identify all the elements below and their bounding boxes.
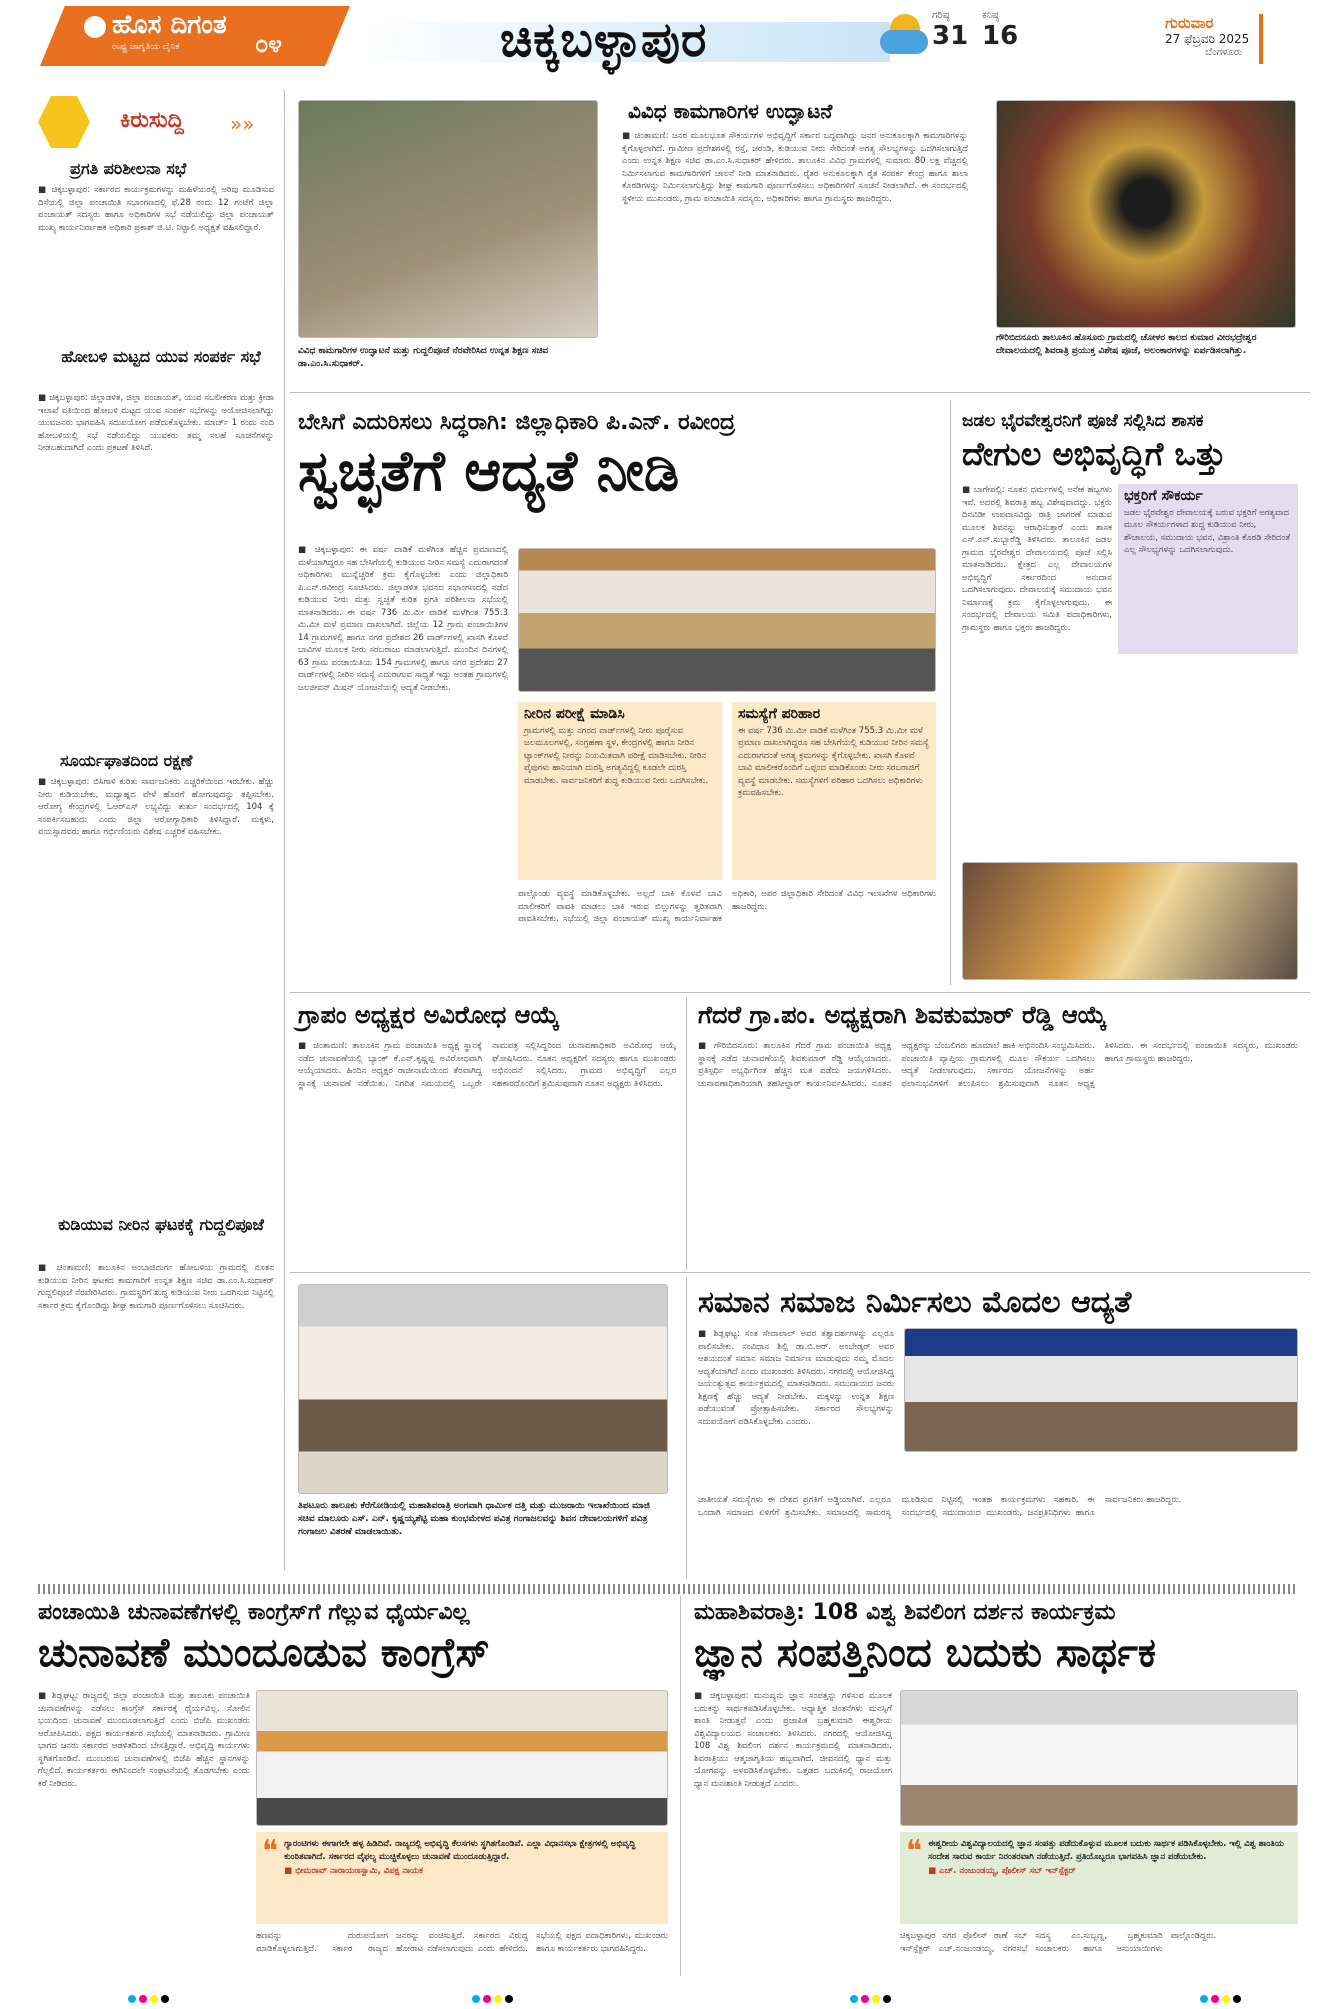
bottom-right-quote-by: ■ ಎಚ್. ನಂಜುಂಡಯ್ಯ, ಪೊಲೀಸ್ ಸಬ್ ಇನ್‌ಸ್ಪೆಕ್ಟರ್ [928, 1866, 1076, 1876]
story1-body: ■ ಚಿಂತಾಮಣಿ: ಜನರ ಮೂಲಭೂತ ಸೌಕರ್ಯಗಳ ಅಭಿವೃದ್ಧಿಗೆ ಸರ್ಕಾರ ಬದ್ಧವಾಗಿದ್ದು ಜನರ ಅನುಕೂಲಕ್ಕಾಗಿ ಕಾಮಗಾರಿಗಳನ್ನು ಕೈಗೊಳ್ಳಲಾಗಿದೆ. ಗ್ರಾಮೀಣ ಪ್ರದೇಶಗಳಲ್ಲಿ ರಸ್ತೆ, ಚರಂಡಿ, ಕುಡಿಯುವ ನೀರು ಸೇರಿದಂತೆ ಅಗತ್ಯ ಸೌಲಭ್ಯಗಳನ್ನು ಒದಗಿಸಲಾಗುತ್ತಿದೆ ಎಂದು ಉನ್ನತ ಶಿಕ್ಷಣ ಸಚಿವ ಡಾ.ಎಂ.ಸಿ.ಸುಧಾಕರ್ ಹೇಳಿದರು. ತಾಲೂಕಿನ ವಿವಿಧ ಗ್ರಾಮಗಳಲ್ಲಿ ಸುಮಾರು 80 ಲಕ್ಷ ವೆಚ್ಚದಲ್ಲಿ ನಿರ್ಮಿಸಲಾಗುವ ಕಾಮಗಾರಿಗಳಿಗೆ ಚಾಲನೆ ನೀಡಿ ಮಾತನಾಡಿದರು. ರೈತರ ಅನುಕೂಲಕ್ಕಾಗಿ ರೈತ ಸಂಪರ್ಕ ಕೇಂದ್ರ ಹಾಗೂ ಶಾಲಾ ಕೊಠಡಿಗಳನ್ನು ನಿರ್ಮಿಸಲಾಗುತ್ತಿದ್ದು ಶೀಘ್ರ ಕಾಮಗಾರಿ ಪೂರ್ಣಗೊಳಿಸಲು ಅಧಿಕಾರಿಗಳಿಗೆ ಸೂಚನೆ ನೀಡಲಾಗಿದೆ. ಈ ಸಂದರ್ಭದಲ್ಲಿ ಸ್ಥಳೀಯ ಮುಖಂಡರು, ಗ್ರಾಮ ಪಂಚಾಯಿತಿ ಸದಸ್ಯರು, ಅಧಿಕಾರಿಗಳು ಹಾಗೂ ಗ್ರಾಮಸ್ಥರು ಹಾಜರಿದ್ದರು. [622, 131, 968, 204]
registration-marks [850, 1995, 891, 2003]
brahmakumari-photo [900, 1690, 1298, 1826]
right-body: ■ ಬಾಗೇಪಲ್ಲಿ: ನೂತನ ಧರ್ಮಗಳಲ್ಲಿ ಅನೇಕ ಹಬ್ಬಗಳು ಇವೆ. ಅದರಲ್ಲಿ ಶಿವರಾತ್ರಿ ಹಬ್ಬ ವಿಶೇಷವಾದದ್ದು. ಭಕ್ತರು ದಿನವಿಡೀ ಉಪವಾಸವಿದ್ದು ರಾತ್ರಿ ಜಾಗರಣೆ ಮಾಡುವ ಮೂಲಕ ಶಿವನನ್ನು ಆರಾಧಿಸುತ್ತಾರೆ ಎಂದು ಶಾಸಕ ಎಸ್.ಎನ್.ಸುಬ್ಬಾರೆಡ್ಡಿ ತಿಳಿಸಿದರು. ತಾಲೂಕಿನ ಜಡಲ ಗ್ರಾಮದ ಭೈರವೇಶ್ವರ ದೇವಾಲಯದಲ್ಲಿ ಪೂಜೆ ಸಲ್ಲಿಸಿ ಮಾತನಾಡಿದರು. ಕ್ಷೇತ್ರದ ಎಲ್ಲ ದೇವಾಲಯಗಳ ಅಭಿವೃದ್ಧಿಗೆ ಸರ್ಕಾರದಿಂದ ಅನುದಾನ ಒದಗಿಸಲಾಗುವುದು. ದೇವಾಲಯಕ್ಕೆ ಸಮುದಾಯ ಭವನ ನಿರ್ಮಾಣಕ್ಕೆ ಕ್ರಮ ಕೈಗೊಳ್ಳಲಾಗುವುದು. ಈ ಸಂದರ್ಭದಲ್ಲಿ ದೇವಾಲಯ ಸಮಿತಿ ಪದಾಧಿಕಾರಿಗಳು, ಗ್ರಾಮಸ್ಥರು ಹಾಗೂ ಭಕ್ತರು ಹಾಜರಿದ್ದರು. [962, 485, 1112, 633]
kiru-suddi-icon [38, 96, 90, 148]
kiru-body-2: ■ ಚಿಕ್ಕಬಳ್ಳಾಪುರ: ಜಿಲ್ಲಾಡಳಿತ, ಜಿಲ್ಲಾ ಪಂಚಾಯತ್, ಯುವ ಸಬಲೀಕರಣ ಮತ್ತು ಕ್ರೀಡಾ ಇಲಾಖೆ ವತಿಯಿಂದ ಹೋಬಳಿ ಮಟ್ಟದ ಯುವ ಸಂಪರ್ಕ ಸಭೆಗಳನ್ನು ಆಯೋಜಿಸಲಾಗಿದ್ದು ಯುವಜನರು ಭಾಗವಹಿಸಿ ಸದುಪಯೋಗ ಪಡೆದುಕೊಳ್ಳಬೇಕು. ಮಾರ್ಚ್ 1 ರಂದು ನಂದಿ ಹೋಬಳಿಯಲ್ಲಿ ಸಭೆ ನಡೆಯಲಿದ್ದು ಯುವಕರು ತಮ್ಮ ಸಲಹೆ ಸೂಚನೆಗಳನ್ನು ನೀಡಬಹುದಾಗಿದೆ ಎಂದು ಪ್ರಕಟಣೆ ತಿಳಿಸಿದೆ. [38, 393, 274, 453]
kiru-suddi-label: ಕಿರುಸುದ್ದಿ [120, 108, 184, 133]
water-test-box [518, 702, 722, 880]
equal-body: ■ ಶಿಡ್ಲಘಟ್ಟ: ಸಂತ ಸೇವಾಲಾಲ್ ಅವರ ತತ್ವಾದರ್ಶಗಳನ್ನು ಎಲ್ಲರೂ ಪಾಲಿಸಬೇಕು. ಸಂವಿಧಾನ ಶಿಲ್ಪಿ ಡಾ.ಬಿ.ಆರ್. ಅಂಬೇಡ್ಕರ್ ಅವರ ಆಶಯದಂತೆ ಸಮಾನ ಸಮಾಜ ನಿರ್ಮಾಣ ಮಾಡುವುದು ನಮ್ಮ ಮೊದಲ ಆದ್ಯತೆಯಾಗಿದೆ ಎಂದು ಮುಖಂಡರು ತಿಳಿಸಿದರು. ನಗರದಲ್ಲಿ ಆಯೋಜಿಸಿದ್ದ ಜಯಂತ್ಯುತ್ಸವ ಕಾರ್ಯಕ್ರಮದಲ್ಲಿ ಮಾತನಾಡಿದರು. ಸಮುದಾಯದ ಜನರು ಶಿಕ್ಷಣಕ್ಕೆ ಹೆಚ್ಚು ಆದ್ಯತೆ ನೀಡಬೇಕು. ಮಕ್ಕಳನ್ನು ಉನ್ನತ ಶಿಕ್ಷಣ ಪಡೆಯುವಂತೆ ಪ್ರೋತ್ಸಾಹಿಸಬೇಕು. ಸರ್ಕಾರದ ಸೌಲಭ್ಯಗಳನ್ನು ಸದುಪಯೋಗ ಪಡಿಸಿಕೊಳ್ಳಬೇಕು ಎಂದರು. [698, 1329, 894, 1427]
bottom-right-quote-box [900, 1832, 1298, 1924]
shivaratri-caption: ತಿಪಟೂರು ತಾಲೂಕು ಕೆರೆಗೋಡಿಯಲ್ಲಿ ಮಹಾಶಿವರಾತ್ರಿ ಅಂಗವಾಗಿ ಧಾರ್ಮಿಕ ದತ್ತಿ ಮತ್ತು ಮುಜರಾಯಿ ಇಲಾಖೆಯಿಂದ ಮಾಜಿ ಸಚಿವ ಮಾಲೂರು ಎಸ್. ಎನ್. ಕೃಷ್ಣಯ್ಯಶೆಟ್ಟಿ ಮಹಾ ಕುಂಭಮೇಳದ ಪವಿತ್ರ ಗಂಗಾಜಲವನ್ನು ಶಿವನ ದೇವಾಲಯಗಳಿಗೆ ಪವಿತ್ರ ಗಂಗಾಜಲ ವಿತರಣೆ ಮಾಡಲಾಯಿತು. [298, 1501, 650, 1537]
date-block: ಗುರುವಾರ 27 ಫೆಬ್ರವರಿ 2025 ಬೆಂಗಳೂರು [1165, 14, 1263, 64]
chevron-right-icon: »» [230, 112, 255, 136]
divider [38, 1584, 1298, 1594]
bjp-meeting-photo [256, 1690, 668, 1826]
registration-marks [128, 1995, 169, 2003]
divider [680, 1596, 681, 1976]
bottom-right-quote: ಈಶ್ವರೀಯ ವಿಶ್ವವಿದ್ಯಾಲಯದಲ್ಲಿ ಜ್ಞಾನ ಸಂಪತ್ತು ಪಡೆದುಕೊಳ್ಳುವ ಮೂಲಕ ಬದುಕು ಸಾರ್ಥಕ ಪಡಿಸಿಕೊಳ್ಳಬೇಕು. ಇಲ್ಲಿ ವಿಶ್ವ ಶಾಂತಿಯ ಸಂದೇಶ ಸಾರುವ ಕಾರ್ಯ ನಿರಂತರವಾಗಿ ನಡೆಯುತ್ತಿದೆ. ಪ್ರತಿಯೊಬ್ಬರೂ ಭಾಗವಹಿಸಿ ಜ್ಞಾನ ಪಡೆಯಬೇಕು. [928, 1839, 1284, 1862]
registration-marks [1200, 1995, 1241, 2003]
registration-marks [472, 1995, 513, 2003]
main-body: ■ ಚಿಕ್ಕಬಳ್ಳಾಪುರ: ಈ ವರ್ಷ ವಾಡಿಕೆ ಮಳೆಗಿಂತ ಹೆಚ್ಚಿನ ಪ್ರಮಾಣದಲ್ಲಿ ಮಳೆಯಾಗಿದ್ದರೂ ಸಹ ಬೇಸಿಗೆಯಲ್ಲಿ ಕುಡಿಯುವ ನೀರಿನ ಸಮಸ್ಯೆ ಎದುರಾಗದಂತೆ ಅಧಿಕಾರಿಗಳು ಮುನ್ನೆಚ್ಚರಿಕೆ ಕ್ರಮ ಕೈಗೊಳ್ಳಬೇಕು ಎಂದು ಜಿಲ್ಲಾಧಿಕಾರಿ ಪಿ.ಎನ್.ರವೀಂದ್ರ ಸೂಚಿಸಿದರು. ಜಿಲ್ಲಾಡಳಿತ ಭವನದ ಸಭಾಂಗಣದಲ್ಲಿ ನಡೆದ ಕುಡಿಯುವ ನೀರು ಮತ್ತು ಸ್ವಚ್ಛತೆ ಕುರಿತ ಪ್ರಗತಿ ಪರಿಶೀಲನಾ ಸಭೆಯಲ್ಲಿ ಮಾತನಾಡಿದರು. ಈ ವರ್ಷ 736 ಮಿ.ಮೀ ವಾಡಿಕೆ ಮಳೆಗಿಂತ 755.3 ಮಿ.ಮೀ ಮಳೆ ಪ್ರಮಾಣ ದಾಖಲಾಗಿದೆ. ಜಿಲ್ಲೆಯ 12 ಗ್ರಾಮ ಪಂಚಾಯಿತಿಗಳ 14 ಗ್ರಾಮಗಳಲ್ಲಿ ಹಾಗೂ ನಗರ ಪ್ರದೇಶದ 26 ವಾರ್ಡ್‌ಗಳಲ್ಲಿ ಖಾಸಗಿ ಕೊಳವೆ ಬಾವಿಗಳ ಮೂಲಕ ನೀರು ಸರಬರಾಜು ಮಾಡಲಾಗುತ್ತಿದೆ. ಮುಂದಿನ ದಿನಗಳಲ್ಲಿ 63 ಗ್ರಾಮ ಪಂಚಾಯಿತಿಯ 154 ಗ್ರಾಮಗಳಲ್ಲಿ ಹಾಗೂ ನಗರ ಪ್ರದೇಶದ 27 ವಾರ್ಡ್‌ಗಳಲ್ಲಿ ನೀರಿನ ಸಮಸ್ಯೆ ಎದುರಾಗುವ ಸಾಧ್ಯತೆ ಇದ್ದು ಅಂತಹ ಗ್ರಾಮಗಳಲ್ಲಿ ಜಲಜೀವನ್ ಮಿಷನ್ ಯೋಜನೆಯಲ್ಲಿ ಆದ್ಯತೆ ನೀಡಬೇಕು. [298, 545, 508, 693]
quote-icon: ❝ [262, 1834, 279, 1869]
solution-title: ಸಮಸ್ಯೆಗೆ ಪರಿಹಾರ [738, 706, 821, 722]
kiru-body-4: ■ ಚಿಂತಾಮಣಿ: ತಾಲೂಕಿನ ಅಂಬಾಜಿದುರ್ಗ ಹೋಬಳಿಯ ಗ್ರಾಮದಲ್ಲಿ ನೂತನ ಕುಡಿಯುವ ನೀರಿನ ಘಟಕದ ಕಾಮಗಾರಿಗೆ ಉನ್ನತ ಶಿಕ್ಷಣ ಸಚಿವ ಡಾ.ಎಂ.ಸಿ.ಸುಧಾಕರ್ ಗುದ್ದಲಿಪೂಜೆ ನೆರವೇರಿಸಿದರು. ಗ್ರಾಮಸ್ಥರಿಗೆ ಶುದ್ಧ ಕುಡಿಯುವ ನೀರು ಒದಗಿಸುವ ನಿಟ್ಟಿನಲ್ಲಿ ಸರ್ಕಾರ ಕ್ರಮ ಕೈಗೊಂಡಿದ್ದು ಶೀಘ್ರ ಕಾಮಗಾರಿ ಪೂರ್ಣಗೊಳಿಸಲು ಸೂಚಿಸಿದರು. [38, 1263, 274, 1311]
inauguration-photo [298, 100, 598, 338]
bottom-left-quote-box [256, 1832, 668, 1924]
equal-tail: ಜಾತೀಯತೆ ಸಮಸ್ಯೆಗಳು ಈ ದೇಶದ ಪ್ರಗತಿಗೆ ಅಡ್ಡಿಯಾಗಿವೆ. ಎಲ್ಲರೂ ಒಂದಾಗಿ ಸಮಾಜದ ಏಳಿಗೆಗೆ ಶ್ರಮಿಸಬೇಕು. ಸಮಾಜದಲ್ಲಿ ಸಾಮರಸ್ಯ ಮೂಡಿಸುವ ನಿಟ್ಟಿನಲ್ಲಿ ಇಂತಹ ಕಾರ್ಯಕ್ರಮಗಳು ಸಹಕಾರಿ. ಈ ಸಂದರ್ಭದಲ್ಲಿ ಸಮುದಾಯದ ಮುಖಂಡರು, ಜನಪ್ರತಿನಿಧಿಗಳು ಹಾಗೂ ಸಾರ್ವಜನಿಕರು ಹಾಜರಿದ್ದರು. [698, 1495, 1182, 1518]
equal-title: ಸಮಾನ ಸಮಾಜ ನಿರ್ಮಿಸಲು ಮೊದಲ ಆದ್ಯತೆ [698, 1285, 1132, 1320]
row3-right-title: ಗೆದರೆ ಗ್ರಾ.ಪಂ. ಅಧ್ಯಕ್ಷರಾಗಿ ಶಿವಕುಮಾರ್ ರೆಡ್ಡಿ ಆಯ್ಕೆ [698, 1001, 1107, 1029]
temp-min: ಕನಿಷ್ಠ 16 [982, 10, 1019, 51]
meeting-photo [518, 548, 936, 692]
divider [686, 1278, 687, 1578]
equal-photo [904, 1328, 1298, 1452]
main-tail: ಪಾಲ್ಗೊಂಡು ವ್ಯವಸ್ಥೆ ಮಾಡಿಕೊಳ್ಳಬೇಕು. ಅಲ್ಲದೆ ಬಾಕಿ ಕೊಳವೆ ಬಾವಿ ಮಾಲೀಕರಿಗೆ ಪಾವತಿ ಮಾಡಲು ಬಾಕಿ ಇರುವ ಬಿಲ್ಲುಗಳನ್ನು ತ್ವರಿತವಾಗಿ ಪಾವತಿಸಬೇಕು. ಸಭೆಯಲ್ಲಿ ಜಿಲ್ಲಾ ಪಂಚಾಯತ್ ಮುಖ್ಯ ಕಾರ್ಯನಿರ್ವಾಹಕ ಅಧಿಕಾರಿ, ಅಪರ ಜಿಲ್ಲಾಧಿಕಾರಿ ಸೇರಿದಂತೆ ವಿವಿಧ ಇಲಾಖೆಗಳ ಅಧಿಕಾರಿಗಳು ಹಾಜರಿದ್ದರು. [518, 889, 936, 924]
kiru-title-2: ಹೋಬಳಿ ಮಟ್ಟದ ಯುವ ಸಂಪರ್ಕ ಸಭೆ [61, 347, 261, 366]
shivaratri-photo [298, 1284, 668, 1494]
brand-name: ಹೊಸ ದಿಗಂತ [112, 10, 227, 40]
temple-caption: ಗೌರಿಬಿದನೂರು ತಾಲೂಕಿನ ಹೊಸೂರು ಗ್ರಾಮದಲ್ಲಿ ಚೋಳರ ಕಾಲದ ಕುಮಾರ ವೀರಭದ್ರೇಶ್ವರ ದೇವಾಲಯದಲ್ಲಿ ಶಿವರಾತ್ರಿ ಪ್ರಯುಕ್ತ ವಿಶೇಷ ಪೂಜೆ, ಅಲಂಕಾರಗಳನ್ನು ಏರ್ಪಡಿಸಲಾಗಿತ್ತು. [996, 333, 1257, 356]
divider [284, 90, 285, 1570]
bottom-right-kicker: ಮಹಾಶಿವರಾತ್ರಿ: 108 ವಿಶ್ವ ಶಿವಲಿಂಗ ದರ್ಶನ ಕಾರ್ಯಕ್ರಮ [694, 1600, 1116, 1625]
brand-logo-icon [84, 16, 106, 38]
bottom-left-title: ಚುನಾವಣೆ ಮುಂದೂಡುವ ಕಾಂಗ್ರೆಸ್ [38, 1630, 490, 1676]
bottom-left-kicker: ಪಂಚಾಯಿತಿ ಚುನಾವಣೆಗಳಲ್ಲಿ ಕಾಂಗ್ರೆಸ್‌ಗೆ ಗೆಲ್ಲುವ ಧೈರ್ಯವಿಲ್ಲ [38, 1600, 470, 1625]
water-test-title: ನೀರಿನ ಪರೀಕ್ಷೆ ಮಾಡಿಸಿ [524, 706, 625, 722]
water-test-body: ಗ್ರಾಮಗಳಲ್ಲಿ ಮತ್ತು ನಗರದ ವಾರ್ಡ್‌ಗಳಲ್ಲಿ ನೀರು ಪೂರೈಸುವ ಜಲಮೂಲಗಳಲ್ಲಿ, ಸಂಗ್ರಹಣಾ ಸ್ಥಳ, ಕೇಂದ್ರಗಳಲ್ಲಿ ಹಾಗೂ ನೀರಿನ ಟ್ಯಾಂಕ್‌ಗಳಲ್ಲಿ ನೀರನ್ನು ನಿಯಮಿತವಾಗಿ ಪರೀಕ್ಷೆ ಮಾಡಿಸಬೇಕು. ನೀರಿನ ಪೈಪುಗಳು ಹಾನಿಯಾಗಿ ದುರಸ್ತಿ ಅಗತ್ಯವಿದ್ದಲ್ಲಿ ಕೂಡಲೇ ದುರಸ್ತಿ ಮಾಡಬೇಕು. ಸಾರ್ವಜನಿಕರಿಗೆ ಶುದ್ಧ ಕುಡಿಯುವ ನೀರು ಒದಗಿಸಬೇಕು. [524, 725, 709, 786]
row3-right-body: ■ ಗೌರಿಬಿದನೂರು: ತಾಲೂಕಿನ ಗೆದರೆ ಗ್ರಾಮ ಪಂಚಾಯಿತಿ ಅಧ್ಯಕ್ಷ ಸ್ಥಾನಕ್ಕೆ ನಡೆದ ಚುನಾವಣೆಯಲ್ಲಿ ಶಿವಕುಮಾರ್ ರೆಡ್ಡಿ ಆಯ್ಕೆಯಾದರು. ಪ್ರತಿಸ್ಪರ್ಧಿ ಅಭ್ಯರ್ಥಿಗಿಂತ ಹೆಚ್ಚಿನ ಮತ ಪಡೆದು ಜಯಗಳಿಸಿದರು. ಚುನಾವಣಾಧಿಕಾರಿಯಾಗಿ ತಹಸೀಲ್ದಾರ್ ಕಾರ್ಯನಿರ್ವಹಿಸಿದರು. ನೂತನ ಅಧ್ಯಕ್ಷರನ್ನು ಬೆಂಬಲಿಗರು ಹೂಮಾಲೆ ಹಾಕಿ ಅಭಿನಂದಿಸಿ ಸಂಭ್ರಮಿಸಿದರು. ಪಂಚಾಯಿತಿ ವ್ಯಾಪ್ತಿಯ ಗ್ರಾಮಗಳಲ್ಲಿ ಮೂಲ ಸೌಕರ್ಯ ಒದಗಿಸಲು ಆದ್ಯತೆ ನೀಡಲಾಗುವುದು. ಸರ್ಕಾರದ ಯೋಜನೆಗಳನ್ನು ಅರ್ಹ ಫಲಾನುಭವಿಗಳಿಗೆ ತಲುಪಿಸಲು ಶ್ರಮಿಸುವುದಾಗಿ ನೂತನ ಅಧ್ಯಕ್ಷ ತಿಳಿಸಿದರು. ಈ ಸಂದರ್ಭದಲ್ಲಿ ಪಂಚಾಯಿತಿ ಸದಸ್ಯರು, ಮುಖಂಡರು ಹಾಗೂ ಗ್ರಾಮಸ್ಥರು ಹಾಜರಿದ್ದರು. [698, 1041, 1298, 1089]
row3-left-body: ■ ಚಿಂತಾಮಣಿ: ತಾಲೂಕಿನ ಗ್ರಾಮ ಪಂಚಾಯಿತಿ ಅಧ್ಯಕ್ಷ ಸ್ಥಾನಕ್ಕೆ ನಡೆದ ಚುನಾವಣೆಯಲ್ಲಿ ಬ್ಯಾಂಕ್ ಕೆ.ಎನ್.ಕೃಷ್ಣಪ್ಪ ಅವಿರೋಧವಾಗಿ ಆಯ್ಕೆಯಾದರು. ಹಿಂದಿನ ಅಧ್ಯಕ್ಷರ ರಾಜೀನಾಮೆಯಿಂದ ತೆರವಾಗಿದ್ದ ಸ್ಥಾನಕ್ಕೆ ಚುನಾವಣೆ ನಡೆಯಿತು. ನಿಗದಿತ ಸಮಯದಲ್ಲಿ ಒಬ್ಬರೇ ನಾಮಪತ್ರ ಸಲ್ಲಿಸಿದ್ದರಿಂದ ಚುನಾವಣಾಧಿಕಾರಿ ಅವಿರೋಧ ಆಯ್ಕೆ ಘೋಷಿಸಿದರು. ನೂತನ ಅಧ್ಯಕ್ಷರಿಗೆ ಸದಸ್ಯರು ಹಾಗೂ ಮುಖಂಡರು ಅಭಿನಂದನೆ ಸಲ್ಲಿಸಿದರು. ಗ್ರಾಮದ ಅಭಿವೃದ್ಧಿಗೆ ಎಲ್ಲರ ಸಹಕಾರದೊಂದಿಗೆ ಶ್ರಮಿಸುವುದಾಗಿ ನೂತನ ಅಧ್ಯಕ್ಷರು ತಿಳಿಸಿದರು. [298, 1041, 676, 1089]
story1-title: ವಿವಿಧ ಕಾಮಗಾರಿಗಳ ಉದ್ಘಾಟನೆ [628, 99, 833, 123]
divider [290, 1272, 1310, 1273]
bottom-left-tail: ಹಣವನ್ನು ದುರುಪಯೋಗ ಮಾಡಿಕೊಳ್ಳಲಾಗುತ್ತಿದೆ. ಸರ್ಕಾರ ರಾಜ್ಯದ ಜನರನ್ನು ವಂಚಿಸುತ್ತಿದೆ. ಸರ್ಕಾರದ ವಿರುದ್ಧ ಹೋರಾಟ ನಡೆಸಲಾಗುವುದು ಎಂದು ಹೇಳಿದರು. ಸಭೆಯಲ್ಲಿ ಪಕ್ಷದ ಪದಾಧಿಕಾರಿಗಳು, ಮುಖಂಡರು ಹಾಗೂ ಕಾರ್ಯಕರ್ತರು ಭಾಗವಹಿಸಿದ್ದರು. [256, 1931, 668, 1954]
mla-photo [962, 862, 1298, 980]
main-kicker: ಬೇಸಿಗೆ ಎದುರಿಸಲು ಸಿದ್ಧರಾಗಿ: ಜಿಲ್ಲಾಧಿಕಾರಿ ಪಿ.ಎನ್. ರವೀಂದ್ರ [298, 410, 736, 435]
temp-max: ಗರಿಷ್ಠ 31 [932, 10, 969, 51]
divider [950, 400, 951, 985]
kiru-title-4: ಕುಡಿಯುವ ನೀರಿನ ಘಟಕಕ್ಕೆ ಗುದ್ದಲಿಪೂಜೆ [58, 1215, 264, 1234]
solution-body: ಈ ವರ್ಷ 736 ಮಿ.ಮೀ ವಾಡಿಕೆ ಮಳೆಗಿಂತ 755.3 ಮಿ.ಮೀ ಮಳೆ ಪ್ರಮಾಣ ದಾಖಲಾಗಿದ್ದರೂ ಸಹ ಬೇಸಿಗೆಯಲ್ಲಿ ಕುಡಿಯುವ ನೀರಿನ ಸಮಸ್ಯೆ ಎದುರಾಗದಂತೆ ಅಗತ್ಯ ಕ್ರಮಗಳನ್ನು ಕೈಗೊಳ್ಳಬೇಕು. ಖಾಸಗಿ ಕೊಳವೆ ಬಾವಿ ಮಾಲೀಕರೊಂದಿಗೆ ಒಪ್ಪಂದ ಮಾಡಿಕೊಂಡು ನೀರು ಸರಬರಾಜಿಗೆ ವ್ಯವಸ್ಥೆ ಮಾಡಬೇಕು. ಸಮಸ್ಯೆಗಳಿಗೆ ಪರಿಹಾರ ಒದಗಿಸಲು ಅಧಿಕಾರಿಗಳು ಕ್ರಮವಹಿಸಬೇಕು. [738, 725, 930, 798]
brand-tagline: ರಾಷ್ಟ್ರ ಜಾಗೃತಿಯ ದೈನಿಕ [112, 42, 180, 52]
bottom-right-body: ■ ಚಿಕ್ಕಬಳ್ಳಾಪುರ: ಮನುಷ್ಯನು ಜ್ಞಾನ ಸಂಪತ್ತನ್ನು ಗಳಿಸುವ ಮೂಲಕ ಬದುಕನ್ನು ಸಾರ್ಥಕಪಡಿಸಿಕೊಳ್ಳಬೇಕು. ಆಧ್ಯಾತ್ಮಿಕ ಚಿಂತನೆಗಳು ಮನಸ್ಸಿಗೆ ಶಾಂತಿ ನೀಡುತ್ತವೆ ಎಂದು ಪ್ರಜಾಪಿತ ಬ್ರಹ್ಮಕುಮಾರಿ ಈಶ್ವರೀಯ ವಿಶ್ವವಿದ್ಯಾಲಯದ ಸಂಚಾಲಕರು ತಿಳಿಸಿದರು. ನಗರದಲ್ಲಿ ಆಯೋಜಿಸಿದ್ದ 108 ವಿಶ್ವ ಶಿವಲಿಂಗ ದರ್ಶನ ಕಾರ್ಯಕ್ರಮದಲ್ಲಿ ಮಾತನಾಡಿದರು. ಶಿವರಾತ್ರಿಯು ಆತ್ಮಜಾಗೃತಿಯ ಹಬ್ಬವಾಗಿದೆ. ಜೀವನದಲ್ಲಿ ಧ್ಯಾನ ಮತ್ತು ಯೋಗವನ್ನು ಅಳವಡಿಸಿಕೊಳ್ಳಬೇಕು. ಒತ್ತಡದ ಬದುಕಿನಲ್ಲಿ ರಾಜಯೋಗ ಧ್ಯಾನ ಮನಃಶಾಂತಿ ನೀಡುತ್ತದೆ ಎಂದರು. [694, 1691, 892, 1789]
devotee-box [1118, 484, 1298, 654]
row3-left-title: ಗ್ರಾಪಂ ಅಧ್ಯಕ್ಷರ ಅವಿರೋಧ ಆಯ್ಕೆ [298, 1001, 560, 1029]
bottom-right-title: ಜ್ಞಾನ ಸಂಪತ್ತಿನಿಂದ ಬದುಕು ಸಾರ್ಥಕ [694, 1630, 1156, 1676]
masthead [0, 0, 1339, 78]
bottom-left-quote-by: ■ ಭೀಮರಾವ್ ನಾರಾಯಣಸ್ವಾಮಿ, ವಿಪಕ್ಷ ನಾಯಕ [284, 1866, 423, 1876]
bottom-left-body: ■ ಶಿಡ್ಲಘಟ್ಟ: ರಾಜ್ಯದಲ್ಲಿ ಜಿಲ್ಲಾ ಪಂಚಾಯಿತಿ ಮತ್ತು ತಾಲೂಕು ಪಂಚಾಯಿತಿ ಚುನಾವಣೆಗಳನ್ನು ನಡೆಸಲು ಕಾಂಗ್ರೆಸ್ ಸರ್ಕಾರಕ್ಕೆ ಧೈರ್ಯವಿಲ್ಲ. ಸೋಲಿನ ಭಯದಿಂದ ಚುನಾವಣೆ ಮುಂದೂಡಲಾಗುತ್ತಿದೆ ಎಂದು ಬಿಜೆಪಿ ಮುಖಂಡರು ಆರೋಪಿಸಿದರು. ಪಕ್ಷದ ಕಾರ್ಯಕರ್ತರ ಸಭೆಯಲ್ಲಿ ಮಾತನಾಡಿದರು. ಗ್ರಾಮೀಣ ಭಾಗದ ಜನರು ಸರ್ಕಾರದ ಆಡಳಿತದಿಂದ ಬೇಸತ್ತಿದ್ದಾರೆ. ಅಭಿವೃದ್ಧಿ ಕಾರ್ಯಗಳು ಸ್ಥಗಿತಗೊಂಡಿವೆ. ಮುಂಬರುವ ಚುನಾವಣೆಗಳಲ್ಲಿ ಬಿಜೆಪಿ ಹೆಚ್ಚಿನ ಸ್ಥಾನಗಳನ್ನು ಗೆಲ್ಲಲಿದೆ. ಕಾರ್ಯಕರ್ತರು ಈಗಿನಿಂದಲೇ ಸಂಘಟನೆಯಲ್ಲಿ ತೊಡಗಬೇಕು ಎಂದು ಕರೆ ನೀಡಿದರು. [38, 1691, 250, 1789]
cloud-icon [880, 30, 928, 54]
bottom-right-tail: ಚಿಕ್ಕಬಳ್ಳಾಪುರ ನಗರ ಪೊಲೀಸ್ ಠಾಣೆ ಸಬ್ ಇನ್‌ಸ್ಪೆಕ್ಟರ್ ಎಚ್.ನಂಜುಂಡಯ್ಯ, ನಗರಸಭೆ ಸದಸ್ಯ ಎಂ.ಸುಬ್ಬಣ್ಣ, ಬ್ರಹ್ಮಕುಮಾರಿ ಸಂಚಾಲಕರು ಹಾಗೂ ಅನುಯಾಯಿಗಳು ಪಾಲ್ಗೊಂಡಿದ್ದರು. [900, 1931, 1217, 1954]
kiru-title-3: ಸೂರ್ಯಘಾತದಿಂದ ರಕ್ಷಣೆ [60, 751, 193, 770]
kiru-body-1: ■ ಚಿಕ್ಕಬಳ್ಳಾಪುರ: ಸರ್ಕಾರದ ಕಾರ್ಯಕ್ರಮಗಳನ್ನು ಮಹಿಳೆಯರಲ್ಲಿ ಅರಿವು ಮೂಡಿಸುವ ದಿಸೆಯಲ್ಲಿ ಜಿಲ್ಲಾ ಪಂಚಾಯಿತಿ ಸಭಾಂಗಣದಲ್ಲಿ ಫೆ.28 ರಂದು 12 ಗಂಟೆಗೆ ಜಿಲ್ಲಾ ಪಂಚಾಯತ್ ಸದಸ್ಯರು ಹಾಗೂ ಅಧಿಕಾರಿಗಳ ಸಭೆ ನಡೆಯಲಿದ್ದು ಜಿಲ್ಲಾ ಪಂಚಾಯತ್ ಮುಖ್ಯ ಕಾರ್ಯನಿರ್ವಾಹಕ ಅಧಿಕಾರಿ ಪ್ರಕಾಶ್ ಜಿ.ಟಿ. ನಿಟ್ಟಾಲಿ ಅಧ್ಯಕ್ಷತೆ ವಹಿಸಲಿದ್ದಾರೆ. [38, 185, 274, 233]
right-kicker: ಜಡಲ ಭೈರವೇಶ್ವರನಿಗೆ ಪೂಜೆ ಸಲ್ಲಿಸಿದ ಶಾಸಕ [962, 411, 1204, 431]
page-number: ೦೪ [255, 30, 282, 58]
divider [290, 392, 1310, 393]
kiru-title-1: ಪ್ರಗತಿ ಪರಿಶೀಲನಾ ಸಭೆ [70, 159, 187, 178]
quote-icon: ❝ [906, 1834, 923, 1869]
right-title: ದೇಗುಲ ಅಭಿವೃದ್ಧಿಗೆ ಒತ್ತು [962, 435, 1226, 473]
solution-box [732, 702, 936, 880]
divider [686, 998, 687, 1270]
city-title: ಚಿಕ್ಕಬಳ್ಳಾಪುರ [500, 12, 708, 68]
main-title: ಸ್ವಚ್ಛತೆಗೆ ಆದ್ಯತೆ ನೀಡಿ [298, 439, 680, 504]
devotee-title: ಭಕ್ತರಿಗೆ ಸೌಕರ್ಯ [1124, 488, 1203, 504]
devotee-body: ಜಡಲ ಭೈರವೇಶ್ವರ ದೇವಾಲಯಕ್ಕೆ ಬರುವ ಭಕ್ತರಿಗೆ ಅಗತ್ಯವಾದ ಮೂಲ ಸೌಕರ್ಯಗಳಾದ ಶುದ್ಧ ಕುಡಿಯುವ ನೀರು, ಶೌಚಾಲಯ, ಸಮುದಾಯ ಭವನ, ವಿಶ್ರಾಂತಿ ಕೊಠಡಿ ಸೇರಿದಂತೆ ಎಲ್ಲ ಸೌಲಭ್ಯಗಳನ್ನು ಒದಗಿಸಲಾಗುವುದು. [1124, 507, 1291, 555]
temple-photo [996, 100, 1296, 328]
divider [290, 992, 1310, 993]
kiru-body-3: ■ ಚಿಕ್ಕಬಳ್ಳಾಪುರ: ಬಿಸಿಗಾಳಿ ಕುರಿತು ಸಾರ್ವಜನಿಕರು ಎಚ್ಚರಿಕೆಯಿಂದ ಇರಬೇಕು. ಹೆಚ್ಚು ನೀರು ಕುಡಿಯಬೇಕು, ಮಧ್ಯಾಹ್ನದ ವೇಳೆ ಹೊರಗೆ ಹೋಗುವುದನ್ನು ತಪ್ಪಿಸಬೇಕು. ಆರೋಗ್ಯ ಕೇಂದ್ರಗಳಲ್ಲಿ ಓಆರ್‌ಎಸ್ ಲಭ್ಯವಿದ್ದು ತುರ್ತು ಸಂದರ್ಭದಲ್ಲಿ 104 ಕ್ಕೆ ಸಂಪರ್ಕಿಸಬಹುದು ಎಂದು ಜಿಲ್ಲಾ ಆರೋಗ್ಯಾಧಿಕಾರಿ ತಿಳಿಸಿದ್ದಾರೆ. ಮಕ್ಕಳು, ವಯಸ್ಸಾದವರು ಹಾಗೂ ಗರ್ಭಿಣಿಯರು ವಿಶೇಷ ಎಚ್ಚರಿಕೆ ವಹಿಸಬೇಕು. [38, 777, 274, 837]
bottom-left-quote: ಗ್ಯಾರಂಟಿಗಳು ಈಗಾಗಲೇ ಹಳ್ಳ ಹಿಡಿದಿವೆ. ರಾಜ್ಯದಲ್ಲಿ ಅಭಿವೃದ್ಧಿ ಕೆಲಸಗಳು ಸ್ಥಗಿತಗೊಂಡಿವೆ. ಎಲ್ಲಾ ವಿಧಾನಸಭಾ ಕ್ಷೇತ್ರಗಳಲ್ಲಿ ಅಭಿವೃದ್ಧಿ ಕುಂಠಿತವಾಗಿದೆ. ಸರ್ಕಾರದ ವೈಫಲ್ಯ ಮುಚ್ಚಿಕೊಳ್ಳಲು ಚುನಾವಣೆ ಮುಂದೂಡುತ್ತಿದ್ದಾರೆ. [284, 1839, 636, 1862]
inauguration-caption: ವಿವಿಧ ಕಾಮಗಾರಿಗಳ ಉದ್ಘಾಟನೆ ಮತ್ತು ಗುದ್ದಲಿಪೂಜೆ ನೆರವೇರಿಸಿದ ಉನ್ನತ ಶಿಕ್ಷಣ ಸಚಿವ ಡಾ.ಎಂ.ಸಿ.ಸುಧಾಕರ್. [298, 346, 549, 369]
